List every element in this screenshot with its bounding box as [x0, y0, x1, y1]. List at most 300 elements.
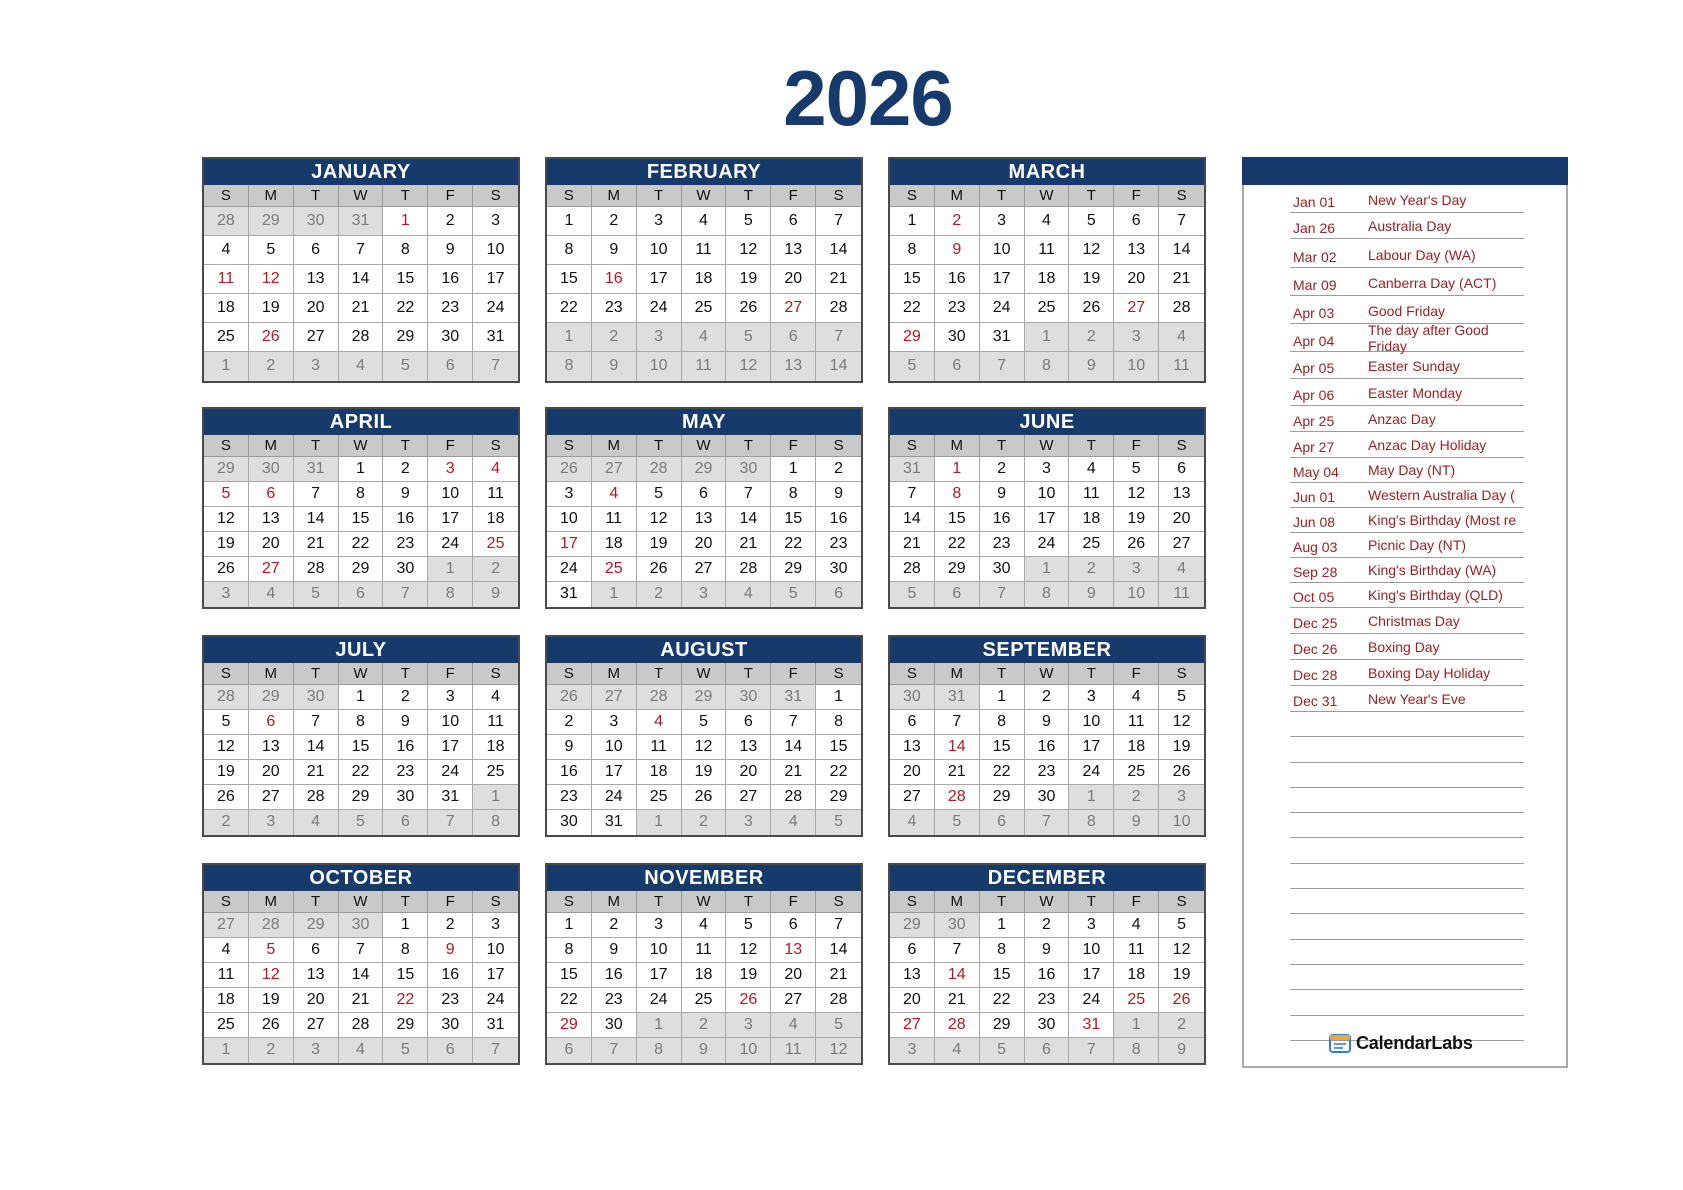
day-cell: 14 [339, 963, 384, 988]
day-cell: 4 [1114, 913, 1159, 938]
holiday-row [1290, 533, 1524, 558]
weekday-header: W [682, 185, 727, 207]
day-cell: 1 [816, 685, 861, 710]
day-cell: 6 [339, 582, 384, 607]
day-cell: 7 [383, 582, 428, 607]
day-cell: 28 [294, 557, 339, 582]
weekday-header: T [637, 891, 682, 913]
day-cell: 23 [547, 785, 592, 810]
day-cell: 24 [428, 532, 473, 557]
day-cell: 6 [428, 352, 473, 381]
day-cell: 19 [1114, 507, 1159, 532]
day-cell: 30 [1025, 1013, 1070, 1038]
day-cell: 3 [428, 685, 473, 710]
day-cell: 10 [1069, 938, 1114, 963]
holiday-name: New Year's Day [1368, 192, 1467, 208]
day-cell: 7 [726, 482, 771, 507]
day-cell: 21 [339, 294, 384, 323]
day-cell: 2 [1025, 685, 1070, 710]
day-cell: 14 [726, 507, 771, 532]
day-cell: 9 [1159, 1038, 1204, 1063]
day-cell: 7 [816, 913, 861, 938]
day-cell: 20 [249, 760, 294, 785]
day-cell: 8 [339, 710, 384, 735]
day-cell: 11 [682, 236, 727, 265]
day-cell: 4 [339, 352, 384, 381]
day-cell: 8 [428, 582, 473, 607]
day-cell: 6 [771, 913, 816, 938]
month-title: DECEMBER [890, 865, 1204, 891]
day-cell: 2 [1159, 1013, 1204, 1038]
day-cell: 2 [383, 457, 428, 482]
day-cell: 9 [1114, 810, 1159, 835]
day-cell: 18 [637, 760, 682, 785]
holiday-blank-line [1290, 788, 1524, 813]
weekday-header: F [428, 663, 473, 685]
weekday-header: M [935, 891, 980, 913]
holiday-date: Apr 05 [1293, 360, 1335, 376]
day-cell: 24 [428, 760, 473, 785]
day-cell: 1 [1114, 1013, 1159, 1038]
day-cell: 10 [637, 938, 682, 963]
day-cell: 13 [890, 963, 935, 988]
weekday-header: W [1025, 663, 1070, 685]
day-cell: 25 [592, 557, 637, 582]
day-cell: 8 [383, 236, 428, 265]
month-title: SEPTEMBER [890, 637, 1204, 663]
day-cell: 1 [592, 582, 637, 607]
day-cell: 15 [980, 963, 1025, 988]
day-cell: 6 [890, 938, 935, 963]
day-cell: 18 [682, 265, 727, 294]
day-cell: 11 [682, 352, 727, 381]
day-cell: 26 [726, 294, 771, 323]
day-cell: 30 [294, 685, 339, 710]
day-cell: 16 [1025, 963, 1070, 988]
month-december [888, 863, 1206, 1065]
day-cell: 30 [383, 557, 428, 582]
weekday-header: S [1159, 185, 1204, 207]
weekday-header: M [935, 663, 980, 685]
month-day-grid [547, 185, 861, 381]
day-cell: 4 [1159, 557, 1204, 582]
day-cell: 25 [1069, 532, 1114, 557]
day-cell: 17 [1069, 963, 1114, 988]
day-cell: 19 [726, 265, 771, 294]
day-cell: 27 [204, 913, 249, 938]
day-cell: 14 [890, 507, 935, 532]
holiday-blank-line [1290, 990, 1524, 1015]
year-title: 2026 [783, 54, 953, 142]
day-cell: 29 [339, 785, 384, 810]
day-cell: 13 [726, 735, 771, 760]
day-cell: 10 [1025, 482, 1070, 507]
day-cell: 1 [383, 207, 428, 236]
day-cell: 29 [249, 685, 294, 710]
day-cell: 29 [383, 323, 428, 352]
day-cell: 9 [428, 236, 473, 265]
day-cell: 7 [935, 710, 980, 735]
weekday-header: F [1114, 663, 1159, 685]
weekday-header: T [637, 435, 682, 457]
month-february [545, 157, 863, 383]
day-cell: 5 [383, 352, 428, 381]
day-cell: 7 [890, 482, 935, 507]
day-cell: 6 [294, 236, 339, 265]
day-cell: 28 [637, 457, 682, 482]
day-cell: 2 [816, 457, 861, 482]
day-cell: 24 [473, 988, 518, 1013]
day-cell: 5 [816, 810, 861, 835]
day-cell: 3 [890, 1038, 935, 1063]
day-cell: 24 [637, 294, 682, 323]
weekday-header: S [1159, 435, 1204, 457]
holiday-date: Jan 26 [1293, 220, 1336, 236]
day-cell: 5 [339, 810, 384, 835]
day-cell: 22 [547, 988, 592, 1013]
holiday-row [1290, 239, 1524, 268]
day-cell: 4 [682, 207, 727, 236]
day-cell: 9 [1025, 710, 1070, 735]
day-cell: 5 [726, 913, 771, 938]
day-cell: 9 [428, 938, 473, 963]
day-cell: 29 [294, 913, 339, 938]
day-cell: 1 [204, 1038, 249, 1063]
day-cell: 3 [980, 207, 1025, 236]
day-cell: 20 [249, 532, 294, 557]
holiday-date: Jun 08 [1293, 514, 1336, 530]
day-cell: 5 [1159, 913, 1204, 938]
day-cell: 3 [637, 913, 682, 938]
day-cell: 26 [204, 785, 249, 810]
day-cell: 11 [1114, 938, 1159, 963]
day-cell: 6 [682, 482, 727, 507]
day-cell: 26 [204, 557, 249, 582]
day-cell: 24 [547, 557, 592, 582]
day-cell: 21 [339, 988, 384, 1013]
weekday-header: T [637, 663, 682, 685]
day-cell: 3 [1069, 685, 1114, 710]
day-cell: 18 [473, 507, 518, 532]
day-cell: 3 [294, 1038, 339, 1063]
day-cell: 20 [1114, 265, 1159, 294]
weekday-header: S [204, 435, 249, 457]
day-cell: 7 [771, 710, 816, 735]
day-cell: 26 [682, 785, 727, 810]
day-cell: 13 [1159, 482, 1204, 507]
day-cell: 29 [980, 1013, 1025, 1038]
day-cell: 22 [383, 294, 428, 323]
holiday-date: Sep 28 [1293, 564, 1338, 580]
day-cell: 1 [339, 457, 384, 482]
day-cell: 21 [816, 265, 861, 294]
day-cell: 8 [339, 482, 384, 507]
day-cell: 12 [204, 735, 249, 760]
day-cell: 9 [1069, 582, 1114, 607]
weekday-header: F [771, 185, 816, 207]
day-cell: 29 [816, 785, 861, 810]
weekday-header: M [249, 185, 294, 207]
day-cell: 12 [816, 1038, 861, 1063]
day-cell: 21 [294, 532, 339, 557]
weekday-header: W [339, 663, 384, 685]
day-cell: 16 [816, 507, 861, 532]
day-cell: 9 [1025, 938, 1070, 963]
day-cell: 28 [816, 988, 861, 1013]
holiday-name: Good Friday [1368, 303, 1446, 319]
holiday-name: Canberra Day (ACT) [1368, 275, 1497, 291]
day-cell: 1 [473, 785, 518, 810]
day-cell: 4 [682, 913, 727, 938]
holiday-date: Mar 02 [1293, 249, 1337, 265]
day-cell: 2 [383, 685, 428, 710]
day-cell: 30 [592, 1013, 637, 1038]
month-july [202, 635, 520, 837]
day-cell: 8 [383, 938, 428, 963]
day-cell: 6 [1025, 1038, 1070, 1063]
day-cell: 1 [547, 913, 592, 938]
holiday-list [1290, 187, 1524, 1041]
day-cell: 12 [726, 938, 771, 963]
day-cell: 10 [428, 710, 473, 735]
holiday-row [1290, 558, 1524, 583]
weekday-header: S [204, 663, 249, 685]
holiday-blank-line [1290, 838, 1524, 863]
holiday-row [1290, 608, 1524, 634]
day-cell: 1 [204, 352, 249, 381]
day-cell: 14 [935, 963, 980, 988]
day-cell: 10 [1114, 582, 1159, 607]
day-cell: 27 [726, 785, 771, 810]
day-cell: 8 [1069, 810, 1114, 835]
day-cell: 1 [339, 685, 384, 710]
day-cell: 10 [547, 507, 592, 532]
day-cell: 10 [473, 236, 518, 265]
day-cell: 25 [682, 294, 727, 323]
day-cell: 25 [682, 988, 727, 1013]
day-cell: 2 [1069, 323, 1114, 352]
day-cell: 9 [980, 482, 1025, 507]
day-cell: 11 [771, 1038, 816, 1063]
month-june [888, 407, 1206, 609]
day-cell: 23 [816, 532, 861, 557]
day-cell: 18 [204, 988, 249, 1013]
weekday-header: S [890, 435, 935, 457]
day-cell: 16 [980, 507, 1025, 532]
weekday-header: W [1025, 435, 1070, 457]
holiday-blank-line [1290, 914, 1524, 939]
holiday-name: May Day (NT) [1368, 462, 1456, 478]
day-cell: 17 [428, 735, 473, 760]
holiday-date: May 04 [1293, 464, 1339, 480]
day-cell: 7 [816, 207, 861, 236]
holiday-date: Jun 01 [1293, 489, 1336, 505]
day-cell: 28 [204, 685, 249, 710]
month-day-grid [204, 891, 518, 1063]
day-cell: 14 [816, 352, 861, 381]
day-cell: 24 [1069, 988, 1114, 1013]
day-cell: 30 [726, 685, 771, 710]
day-cell: 12 [204, 507, 249, 532]
weekday-header: T [726, 435, 771, 457]
day-cell: 7 [816, 323, 861, 352]
day-cell: 6 [294, 938, 339, 963]
weekday-header: W [682, 891, 727, 913]
holiday-row [1290, 583, 1524, 608]
day-cell: 7 [980, 582, 1025, 607]
weekday-header: T [980, 663, 1025, 685]
day-cell: 7 [339, 236, 384, 265]
day-cell: 3 [473, 913, 518, 938]
day-cell: 27 [1114, 294, 1159, 323]
day-cell: 3 [428, 457, 473, 482]
day-cell: 6 [726, 710, 771, 735]
holiday-name: Picnic Day (NT) [1368, 537, 1467, 553]
day-cell: 17 [473, 963, 518, 988]
weekday-header: S [547, 435, 592, 457]
day-cell: 17 [592, 760, 637, 785]
day-cell: 11 [637, 735, 682, 760]
holiday-date: Dec 28 [1293, 667, 1338, 683]
day-cell: 23 [980, 532, 1025, 557]
day-cell: 18 [592, 532, 637, 557]
day-cell: 29 [771, 557, 816, 582]
holiday-name: Boxing Day Holiday [1368, 665, 1491, 681]
day-cell: 14 [1159, 236, 1204, 265]
day-cell: 13 [294, 265, 339, 294]
day-cell: 4 [204, 236, 249, 265]
day-cell: 5 [726, 207, 771, 236]
day-cell: 1 [935, 457, 980, 482]
day-cell: 18 [1114, 735, 1159, 760]
day-cell: 10 [1069, 710, 1114, 735]
day-cell: 21 [771, 760, 816, 785]
day-cell: 22 [547, 294, 592, 323]
holiday-date: Aug 03 [1293, 539, 1338, 555]
day-cell: 4 [249, 582, 294, 607]
weekday-header: T [294, 435, 339, 457]
holiday-name: King's Birthday (QLD) [1368, 587, 1503, 603]
day-cell: 12 [1114, 482, 1159, 507]
day-cell: 21 [816, 963, 861, 988]
weekday-header: F [1114, 185, 1159, 207]
day-cell: 4 [473, 457, 518, 482]
month-april [202, 407, 520, 609]
holiday-date: Jan 01 [1293, 194, 1336, 210]
day-cell: 15 [547, 963, 592, 988]
day-cell: 23 [383, 532, 428, 557]
day-cell: 29 [547, 1013, 592, 1038]
holiday-date: Mar 09 [1293, 277, 1337, 293]
day-cell: 20 [771, 963, 816, 988]
day-cell: 30 [428, 1013, 473, 1038]
day-cell: 1 [637, 1013, 682, 1038]
holiday-row [1290, 379, 1524, 406]
holiday-name: Anzac Day [1368, 411, 1436, 427]
day-cell: 26 [1159, 760, 1204, 785]
day-cell: 3 [1069, 913, 1114, 938]
day-cell: 12 [682, 735, 727, 760]
month-august [545, 635, 863, 837]
day-cell: 22 [890, 294, 935, 323]
day-cell: 12 [1159, 710, 1204, 735]
day-cell: 15 [890, 265, 935, 294]
day-cell: 31 [428, 785, 473, 810]
holiday-name: Labour Day (WA) [1368, 247, 1476, 263]
day-cell: 1 [547, 207, 592, 236]
day-cell: 27 [249, 785, 294, 810]
day-cell: 4 [682, 323, 727, 352]
holiday-row [1290, 213, 1524, 239]
day-cell: 28 [294, 785, 339, 810]
day-cell: 31 [294, 457, 339, 482]
month-october [202, 863, 520, 1065]
day-cell: 4 [204, 938, 249, 963]
month-title: FEBRUARY [547, 159, 861, 185]
day-cell: 4 [592, 482, 637, 507]
holiday-date: Dec 31 [1293, 693, 1338, 709]
day-cell: 27 [1159, 532, 1204, 557]
weekday-header: T [294, 185, 339, 207]
day-cell: 5 [935, 810, 980, 835]
weekday-header: W [1025, 185, 1070, 207]
day-cell: 2 [1069, 557, 1114, 582]
weekday-header: F [428, 435, 473, 457]
day-cell: 7 [473, 1038, 518, 1063]
day-cell: 25 [473, 532, 518, 557]
day-cell: 27 [592, 685, 637, 710]
weekday-header: S [816, 663, 861, 685]
day-cell: 5 [637, 482, 682, 507]
day-cell: 27 [249, 557, 294, 582]
day-cell: 9 [383, 710, 428, 735]
day-cell: 6 [1159, 457, 1204, 482]
holiday-panel [1242, 157, 1568, 1068]
day-cell: 12 [726, 236, 771, 265]
day-cell: 13 [771, 236, 816, 265]
day-cell: 17 [473, 265, 518, 294]
day-cell: 15 [771, 507, 816, 532]
day-cell: 4 [637, 710, 682, 735]
month-november [545, 863, 863, 1065]
weekday-header: M [592, 891, 637, 913]
weekday-header: T [294, 891, 339, 913]
day-cell: 26 [726, 988, 771, 1013]
weekday-header: T [383, 435, 428, 457]
day-cell: 12 [249, 265, 294, 294]
day-cell: 4 [1159, 323, 1204, 352]
weekday-header: S [816, 435, 861, 457]
calendarlabs-logo[interactable] [1328, 1031, 1473, 1055]
day-cell: 20 [726, 760, 771, 785]
holiday-name: Easter Sunday [1368, 358, 1460, 374]
day-cell: 20 [890, 760, 935, 785]
holiday-row [1290, 660, 1524, 686]
day-cell: 25 [204, 323, 249, 352]
day-cell: 13 [890, 735, 935, 760]
day-cell: 5 [726, 323, 771, 352]
day-cell: 5 [1114, 457, 1159, 482]
month-title: APRIL [204, 409, 518, 435]
weekday-header: F [428, 891, 473, 913]
brand-name: CalendarLabs [1356, 1032, 1473, 1053]
day-cell: 3 [726, 810, 771, 835]
day-cell: 16 [592, 963, 637, 988]
day-cell: 2 [682, 1013, 727, 1038]
month-title: MAY [547, 409, 861, 435]
day-cell: 12 [249, 963, 294, 988]
day-cell: 13 [682, 507, 727, 532]
